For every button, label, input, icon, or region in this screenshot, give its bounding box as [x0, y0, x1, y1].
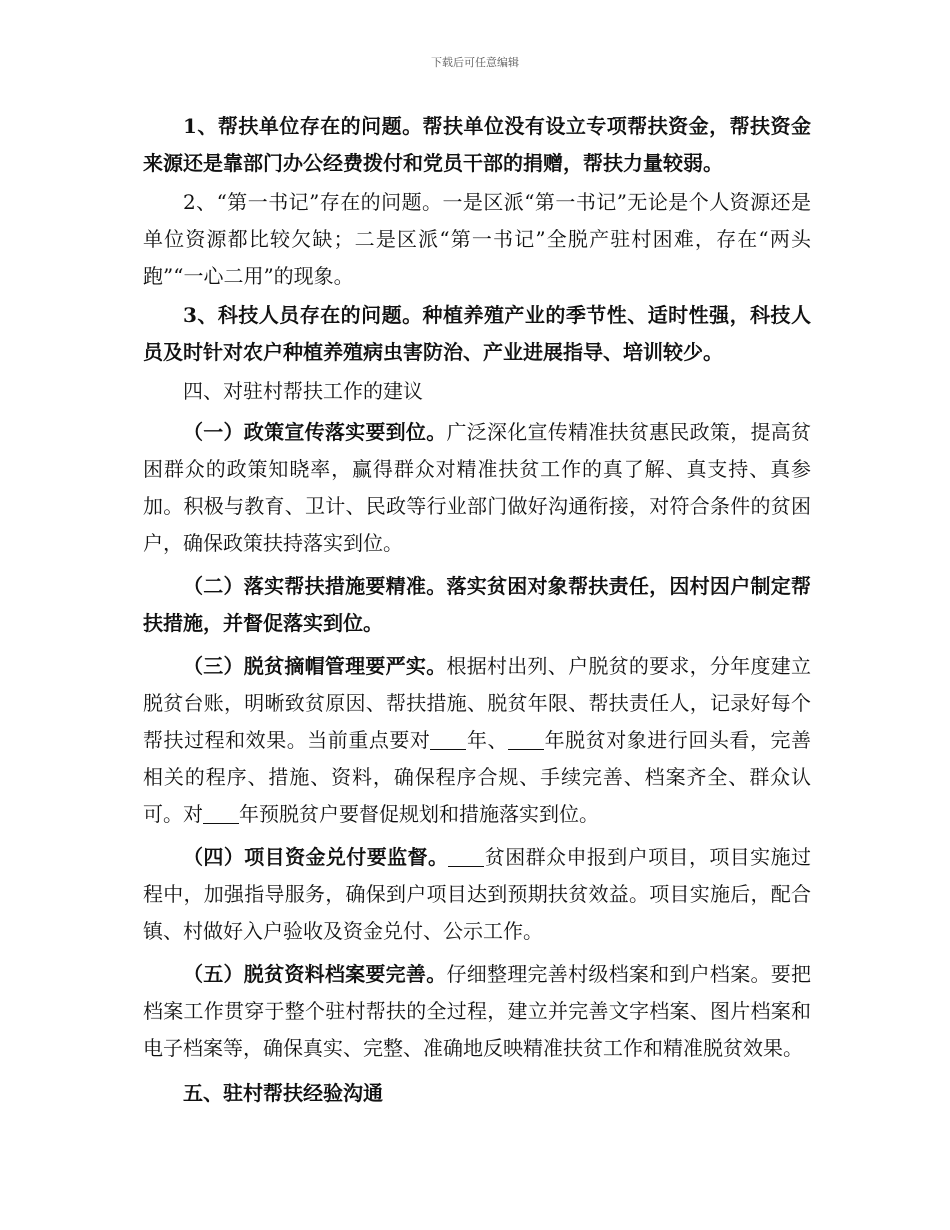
suggestion-5-body: 仔细整理完善村级档案和到户档案。要把档案工作贯穿于整个驻村帮扶的全过程，建立并完善文字档案、图片档案和电子档案等，确保真实、完整、准确地反映精准扶贫工作和精准脱贫效果。: [143, 962, 812, 1060]
paragraph-suggestion-5: [143, 956, 811, 1067]
paragraph-suggestion-4: [143, 839, 811, 950]
suggestion-2-body: 落实贫困对象帮扶责任，因村因户制定帮扶措施，并督促落实到位。: [143, 574, 812, 635]
paragraph-suggestion-3: [143, 648, 811, 833]
blank-line: [430, 729, 466, 750]
suggestion-1-title: （一）政策宣传落实要到位。: [183, 420, 447, 444]
blank-line: [203, 803, 239, 824]
section-heading-4: 四、对驻村帮扶工作的建议: [183, 379, 423, 403]
suggestion-5-title: （五）脱贫资料档案要完善。: [183, 962, 447, 986]
paragraph-suggestion-1: [143, 414, 811, 562]
suggestion-1-body: 广泛深化宣传精准扶贫惠民政策，提高贫困群众的政策知晓率，赢得群众对精准扶贫工作的真了解、真支持、真参加。积极与教育、卫计、民政等行业部门做好沟通衔接，对符合条件的贫困户，确保政策扶持落实到位。: [143, 420, 812, 555]
suggestion-3-body-d: 年预脱贫户要督促规划和措施落实到位。: [239, 802, 599, 826]
suggestion-4-body: 贫困群众申报到户项目，项目实施过程中，加强指导服务，确保到户项目达到预期扶贫效益。项目实施后，配合镇、村做好入户验收及资金兑付、公示工作。: [143, 845, 812, 943]
suggestion-3-body-c: 年脱贫对象进行回头看，完善相关的程序、措施、资料，确保程序合规、手续完善、档案齐全、群众认可。对: [143, 728, 812, 826]
suggestion-3-body-b: 年、: [466, 728, 509, 752]
suggestion-2-title: （二）落实帮扶措施要精准。: [183, 574, 447, 598]
suggestion-3-title: （三）脱贫摘帽管理要严实。: [183, 654, 447, 678]
document-body: [143, 108, 811, 1116]
paragraph-suggestion-2: [143, 568, 811, 642]
section-heading-5: 五、驻村帮扶经验沟通: [183, 1081, 383, 1105]
paragraph-issue-3: 3、科技人员存在的问题。种植养殖产业的季节性、适时性强，科技人员及时针对农户种植养殖病虫害防治、产业进展指导、培训较少。: [143, 303, 811, 364]
paragraph-issue-2: 2、“第一书记”存在的问题。一是区派“第一书记”无论是个人资源还是单位资源都比较欠缺；二是区派“第一书记”全脱产驻村困难，存在“两头跑”“一心二用”的现象。: [143, 190, 811, 288]
blank-line: [448, 846, 484, 867]
suggestion-4-title: （四）项目资金兑付要监督。: [183, 845, 449, 869]
page-header-note: 下载后可任意编辑: [431, 56, 519, 69]
blank-line: [508, 729, 544, 750]
paragraph-issue-1: 1、帮扶单位存在的问题。帮扶单位没有设立专项帮扶资金，帮扶资金来源还是靠部门办公经费拨付和党员干部的捐赠，帮扶力量较弱。: [143, 114, 811, 175]
suggestion-3-body-a: 根据村出列、户脱贫的要求，分年度建立脱贫台账，明晰致贫原因、帮扶措施、脱贫年限、帮扶责任人，记录好每个帮扶过程和效果。当前重点要对: [143, 654, 812, 752]
